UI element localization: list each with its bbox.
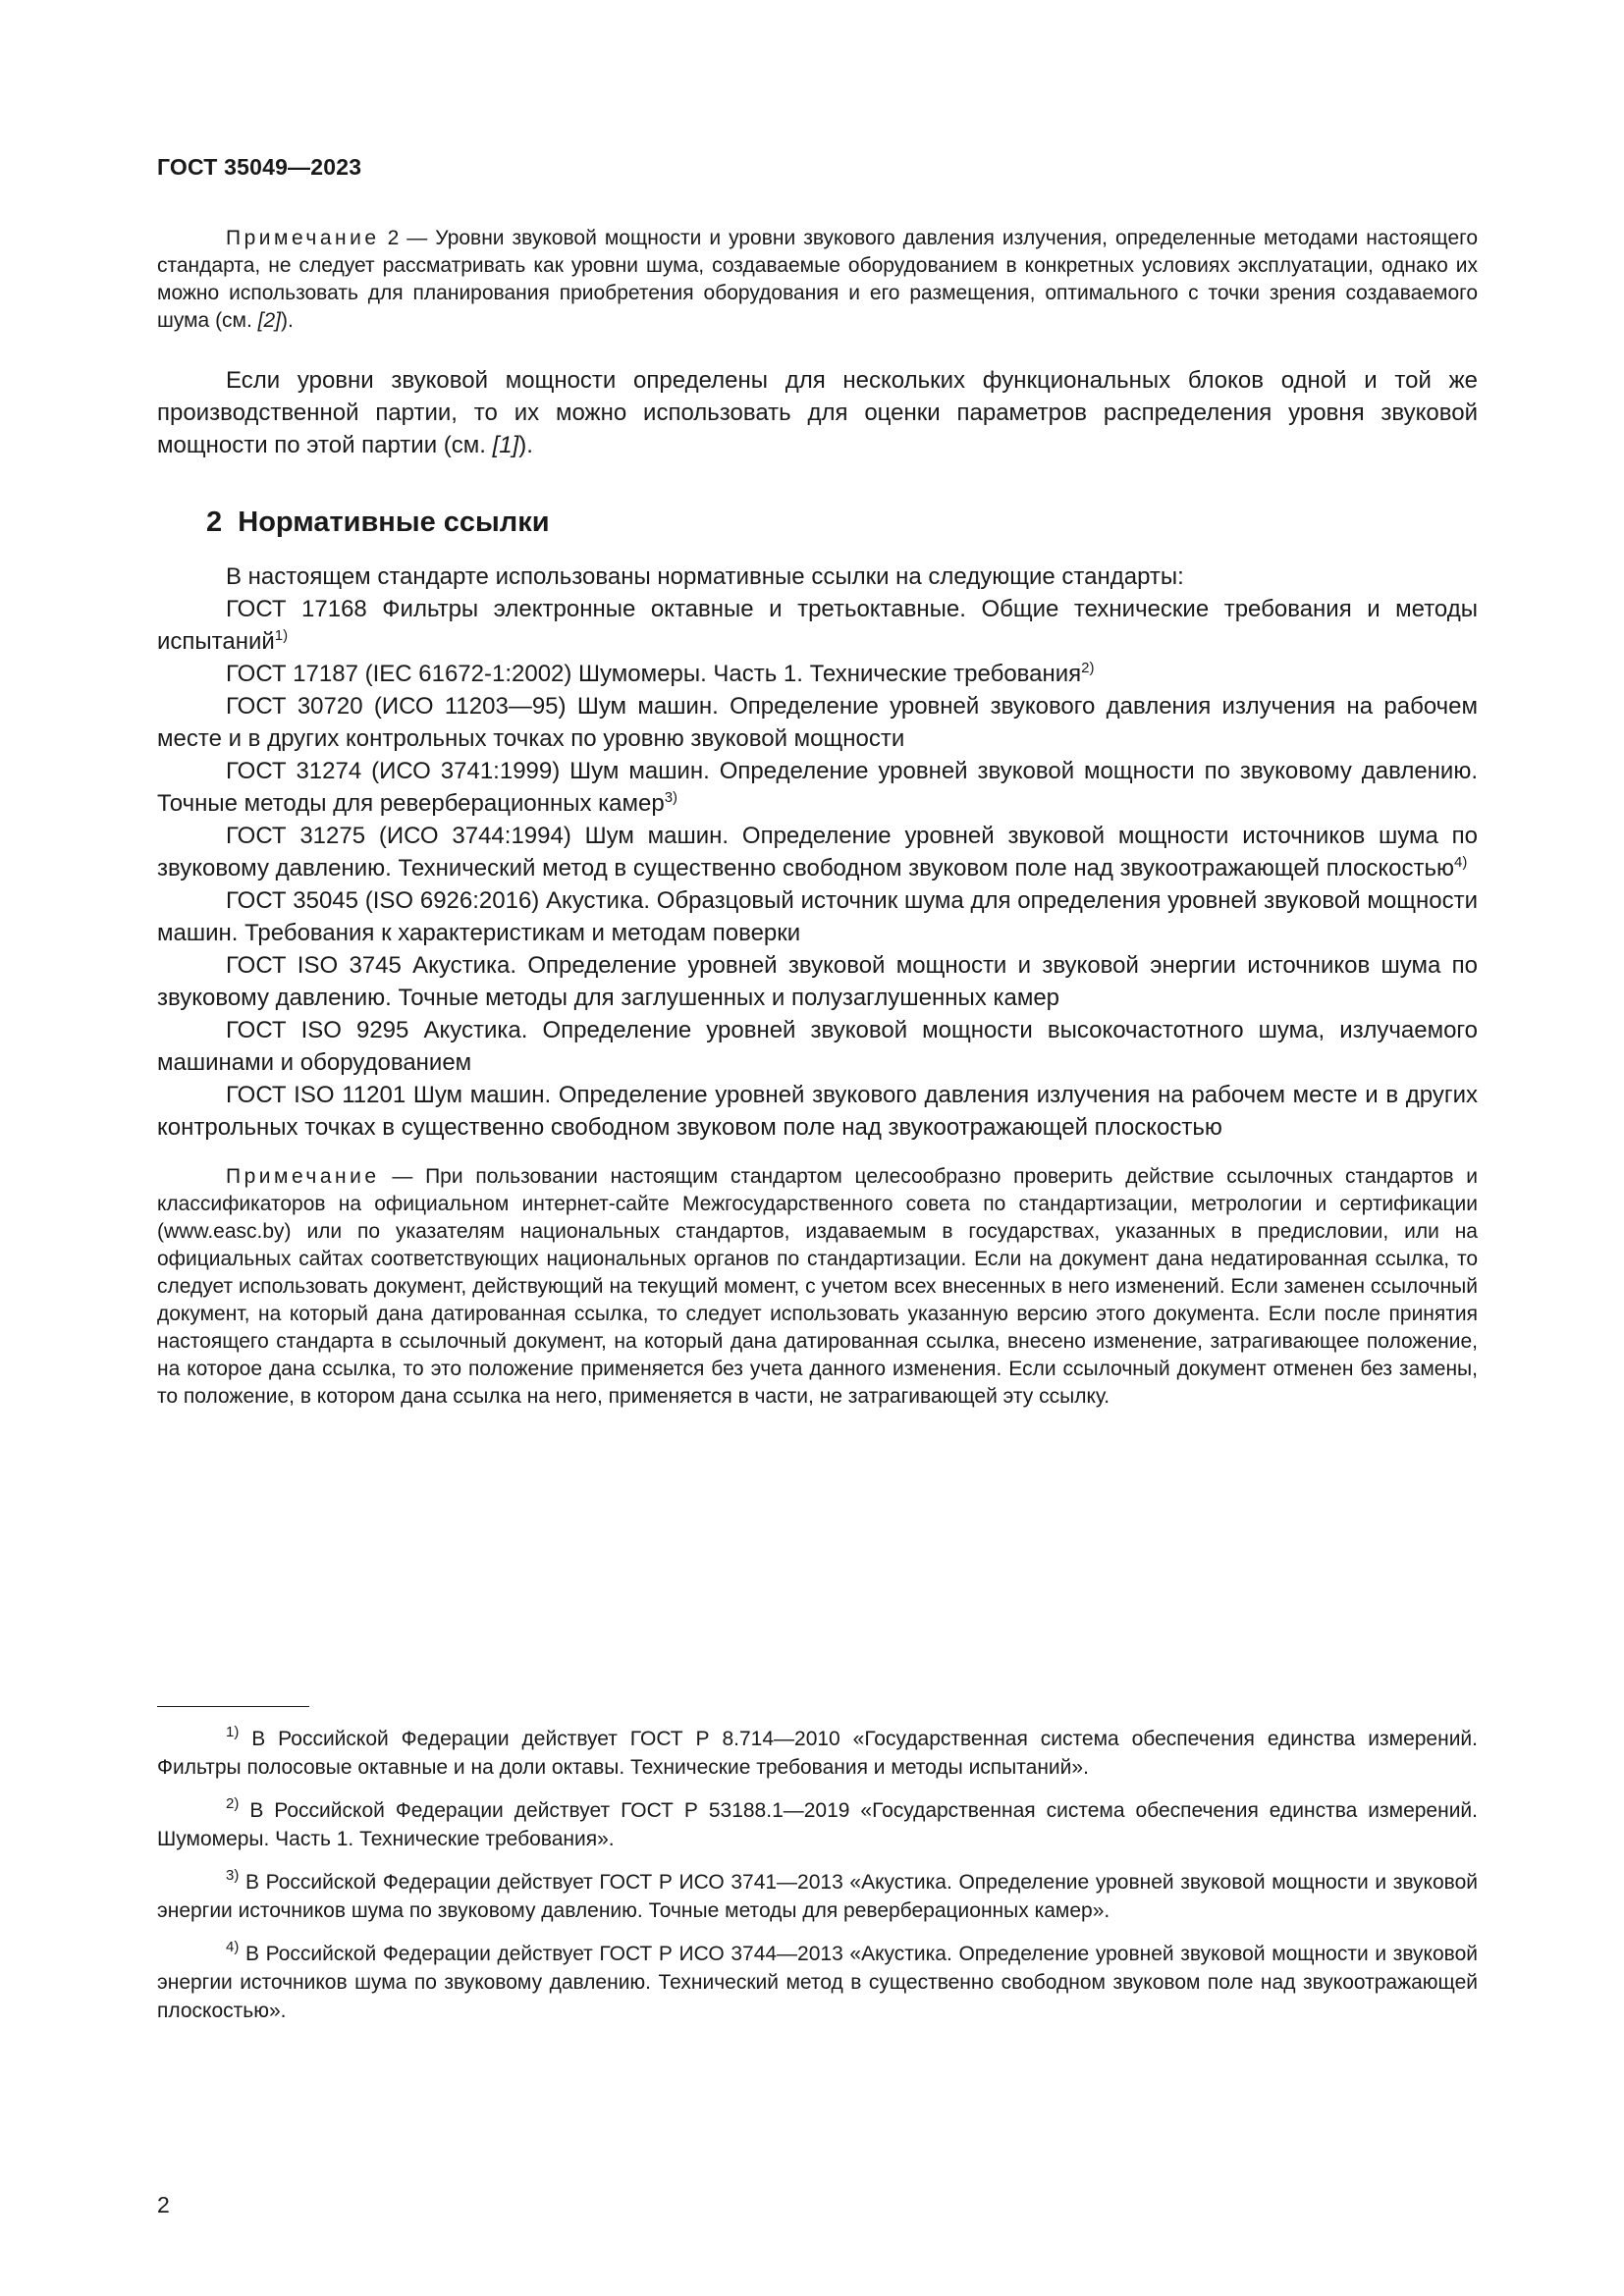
reference-text: ГОСТ ISO 11201 Шум машин. Определение уровней звукового давления излучения на рабочем месте и в других контрольных точках в существенно свободном звуковом поле над звукоотражающей плоскостью: [157, 1082, 1478, 1141]
reference-item: [157, 820, 1478, 884]
document-page: [157, 0, 1478, 2296]
note-ref: [2]: [257, 309, 282, 332]
footnote-number: 1): [226, 1724, 240, 1740]
footnote-separator: [157, 1706, 309, 1707]
reference-item: [157, 593, 1478, 658]
footnote-mark: 4): [1453, 854, 1468, 871]
reference-text: ГОСТ 31275 (ИСО 3744:1994) Шум машин. Определение уровней звуковой мощности источников шума по звуковому давлению. Технический метод в существенно свободном звуковом поле над звукоотражающей плоскостью: [157, 823, 1478, 881]
main-content: [157, 225, 1478, 1411]
note-text: 2 — Уровни звуковой мощности и уровни звукового давления излучения, определенные методами настоящего стандарта, не следует рассматривать как уровни шума, создаваемые оборудованием в конкретных условиях эксплуатации, однако их можно использовать для планирования приобретения оборудования и его размещения, оптимального с точки зрения создаваемого шума (см.: [157, 227, 1478, 332]
reference-text: ГОСТ 30720 (ИСО 11203—95) Шум машин. Определение уровней звукового давления излучения на рабочем месте и в других контрольных точках по уровню звуковой мощности: [157, 693, 1478, 752]
section-number: 2: [206, 507, 223, 538]
footnote-item: [157, 1796, 1478, 1853]
section-heading: [157, 507, 1478, 539]
footnote-number: 2): [226, 1795, 240, 1812]
reference-text: ГОСТ ISO 9295 Акустика. Определение уровней звуковой мощности высокочастотного шума, излучаемого машинами и оборудованием: [157, 1017, 1478, 1076]
reference-text: ГОСТ 31274 (ИСО 3741:1999) Шум машин. Определение уровней звуковой мощности по звуковому давлению. Точные методы для реверберационных камер: [157, 758, 1478, 817]
section-title: Нормативные ссылки: [238, 507, 550, 538]
footnote-mark: 1): [274, 627, 289, 644]
reference-item: [157, 1079, 1478, 1144]
reference-item: [157, 949, 1478, 1014]
intro-paragraph-end: ).: [518, 432, 533, 458]
page-number: 2: [157, 2192, 170, 2217]
references-intro: В настоящем стандарте использованы нормативные ссылки на следующие стандарты:: [226, 563, 1184, 590]
note-label: Примечание: [226, 227, 380, 249]
footnote-item: [157, 1725, 1478, 1782]
reference-item: [157, 658, 1478, 690]
footnote-text: В Российской Федерации действует ГОСТ Р ИСО 3744—2013 «Акустика. Определение уровней звуковой мощности и звуковой энергии источников шума по звуковому давлению. Технический метод в существенно свободном звуковом поле над звукоотражающей плоскостью».: [157, 1943, 1478, 2022]
footnote-text: В Российской Федерации действует ГОСТ Р 8.714—2010 «Государственная система обеспечения единства измерений. Фильтры полосовые октавные и на доли октавы. Технические требования и методы испытаний».: [157, 1728, 1478, 1779]
references-note: [157, 1163, 1478, 1411]
references-note-label: Примечание: [226, 1165, 380, 1188]
reference-text: ГОСТ 17187 (IEC 61672-1:2002) Шумомеры. Часть 1. Технические требования: [226, 661, 1082, 687]
document-code-header: ГОСТ 35049—2023: [157, 154, 362, 180]
intro-paragraph-ref: [1]: [492, 432, 519, 458]
normative-references-list: [157, 561, 1478, 1144]
note-end: ).: [281, 309, 294, 332]
footnote-item: [157, 1940, 1478, 2025]
footnote-item: [157, 1868, 1478, 1925]
reference-item: [157, 884, 1478, 949]
footnote-number: 3): [226, 1867, 240, 1884]
reference-item: [157, 690, 1478, 755]
footnote-number: 4): [226, 1939, 240, 1955]
footnotes-block: [157, 1725, 1478, 2040]
reference-text: ГОСТ ISO 3745 Акустика. Определение уровней звуковой мощности и звуковой энергии источников шума по звуковому давлению. Точные методы для заглушенных и полузаглушенных камер: [157, 952, 1478, 1011]
intro-paragraph-text: Если уровни звуковой мощности определены для нескольких функциональных блоков одной и той же производственной партии, то их можно использовать для оценки параметров распределения уровня звуковой мощности по этой партии (см.: [157, 367, 1478, 458]
footnote-text: В Российской Федерации действует ГОСТ Р ИСО 3741—2013 «Акустика. Определение уровней звуковой мощности и звуковой энергии источников шума по звуковому давлению. Точные методы для реверберационных камер».: [157, 1871, 1478, 1922]
reference-text: ГОСТ 35045 (ISO 6926:2016) Акустика. Образцовый источник шума для определения уровней звуковой мощности машин. Требования к характеристикам и методам поверки: [157, 887, 1478, 946]
reference-item: [157, 1014, 1478, 1079]
intro-paragraph: [157, 364, 1478, 461]
footnote-text: В Российской Федерации действует ГОСТ Р 53188.1—2019 «Государственная система обеспечения единства измерений. Шумомеры. Часть 1. Технические требования».: [157, 1799, 1478, 1850]
footnote-mark: 3): [664, 789, 678, 806]
footnote-mark: 2): [1081, 660, 1095, 676]
reference-text: ГОСТ 17168 Фильтры электронные октавные и третьоктавные. Общие технические требования и методы испытаний: [157, 596, 1478, 655]
intro-note: [157, 225, 1478, 335]
reference-item: [157, 755, 1478, 820]
references-note-text: — При пользовании настоящим стандартом целесообразно проверить действие ссылочных стандартов и классификаторов на официальном интернет-сайте Межгосударственного совета по стандартизации, метрологии и сертификации (www.easc.by) или по указателям национальных стандартов, издаваемым в государствах, указанных в предисловии, или на официальных сайтах соответствующих национальных органов по стандартизации. Если на документ дана недатированная ссылка, то следует использовать документ, действующий на текущий момент, с учетом всех внесенных в него изменений. Если заменен ссылочный документ, на который дана датированная ссылка, то следует использовать указанную версию этого документа. Если после принятия настоящего стандарта в ссылочный документ, на который дана датированная ссылка, внесено изменение, затрагивающее положение, на которое дана ссылка, то это положение применяется без учета данного изменения. Если ссылочный документ отменен без замены, то положение, в котором дана ссылка на него, применяется в части, не затрагивающей эту ссылку.: [157, 1165, 1478, 1408]
